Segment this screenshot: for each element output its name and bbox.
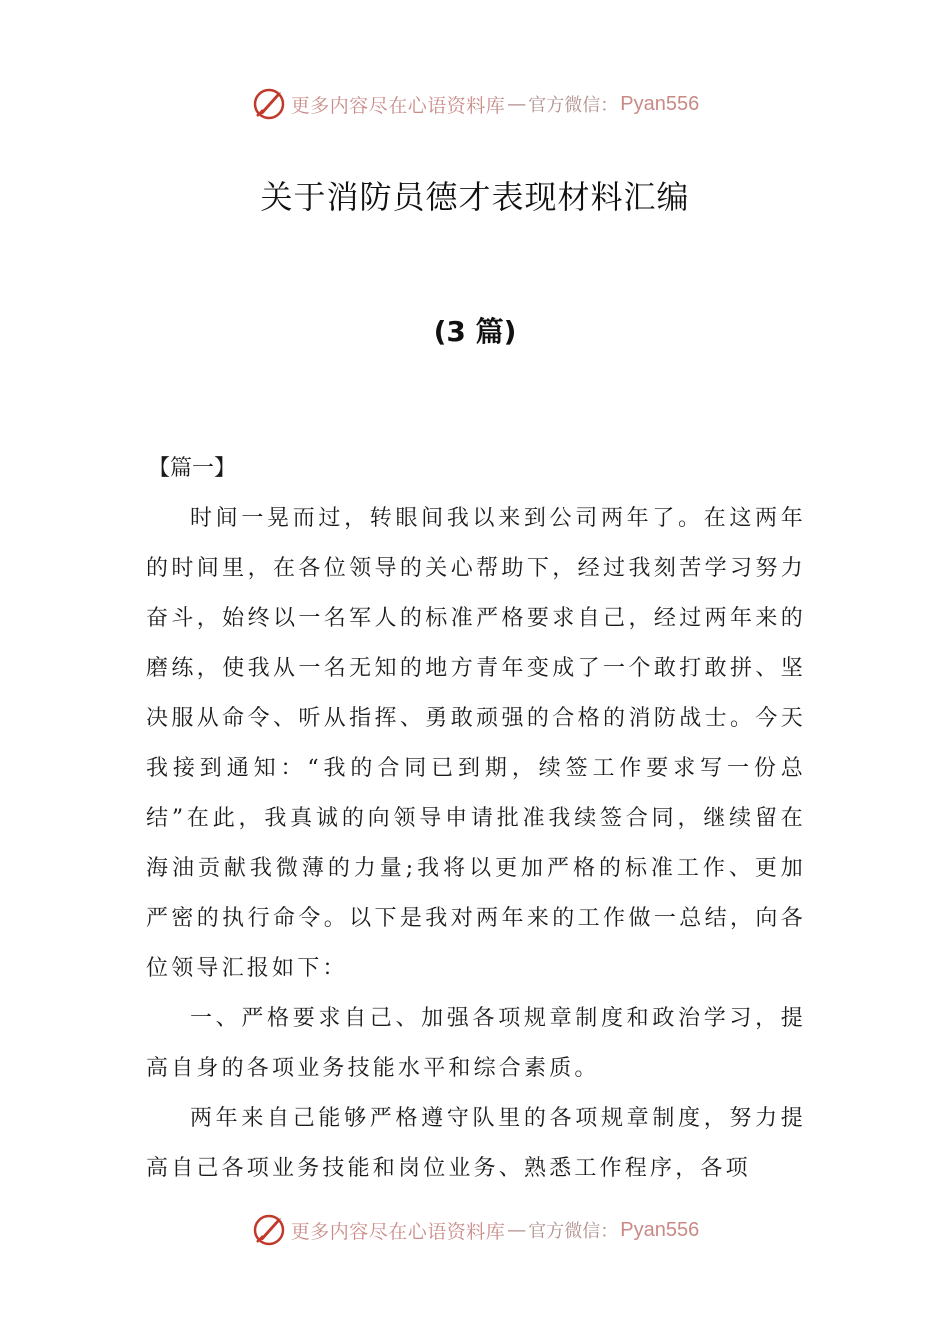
document-body	[146, 444, 806, 1194]
section-label: 【篇一】	[148, 456, 237, 481]
paragraph: 两年来自己能够严格遵守队里的各项规章制度，努力提高自己各项业务技能和岗位业务、熟悉工作程序，各项	[146, 1106, 806, 1181]
watermark-separator: —	[507, 93, 527, 115]
quill-logo-icon	[251, 1212, 287, 1248]
watermark-banner-top	[0, 84, 950, 124]
document-subtitle: (3 篇)	[433, 315, 517, 348]
watermark-text: 更多内容尽在心语资料库	[290, 1220, 506, 1243]
quill-logo-icon	[251, 86, 287, 122]
paragraph: 时间一晃而过，转眼间我以来到公司两年了。在这两年的时间里，在各位领导的关心帮助下，经过我刻苦学习努力奋斗，始终以一名军人的标准严格要求自己，经过两年来的磨练，使我从一名无知的地方青年变成了一个敢打敢拼、坚决服从命令、听从指挥、勇敢顽强的合格的消防战士。今天我接到通知：“我的合同已到期，续签工作要求写一份总结”在此，我真诚的向领导申请批准我续签合同，继续留在海油贡献我微薄的力量;我将以更加严格的标准工作、更加严密的执行命令。以下是我对两年来的工作做一总结，向各位领导汇报如下：	[146, 506, 806, 981]
watermark-wechat-id: Pyan556	[620, 92, 700, 115]
watermark-wechat-id: Pyan556	[620, 1218, 700, 1241]
watermark-banner-bottom	[0, 1210, 950, 1250]
watermark-text: 更多内容尽在心语资料库	[290, 94, 506, 117]
document-title: 关于消防员德才表现材料汇编	[260, 178, 690, 216]
watermark-wechat-label: 官方微信：	[528, 1221, 619, 1242]
watermark-wechat-label: 官方微信：	[528, 95, 619, 116]
watermark-separator: —	[507, 1219, 527, 1241]
paragraph: 一、严格要求自己、加强各项规章制度和政治学习，提高自身的各项业务技能水平和综合素质。	[146, 1006, 806, 1081]
